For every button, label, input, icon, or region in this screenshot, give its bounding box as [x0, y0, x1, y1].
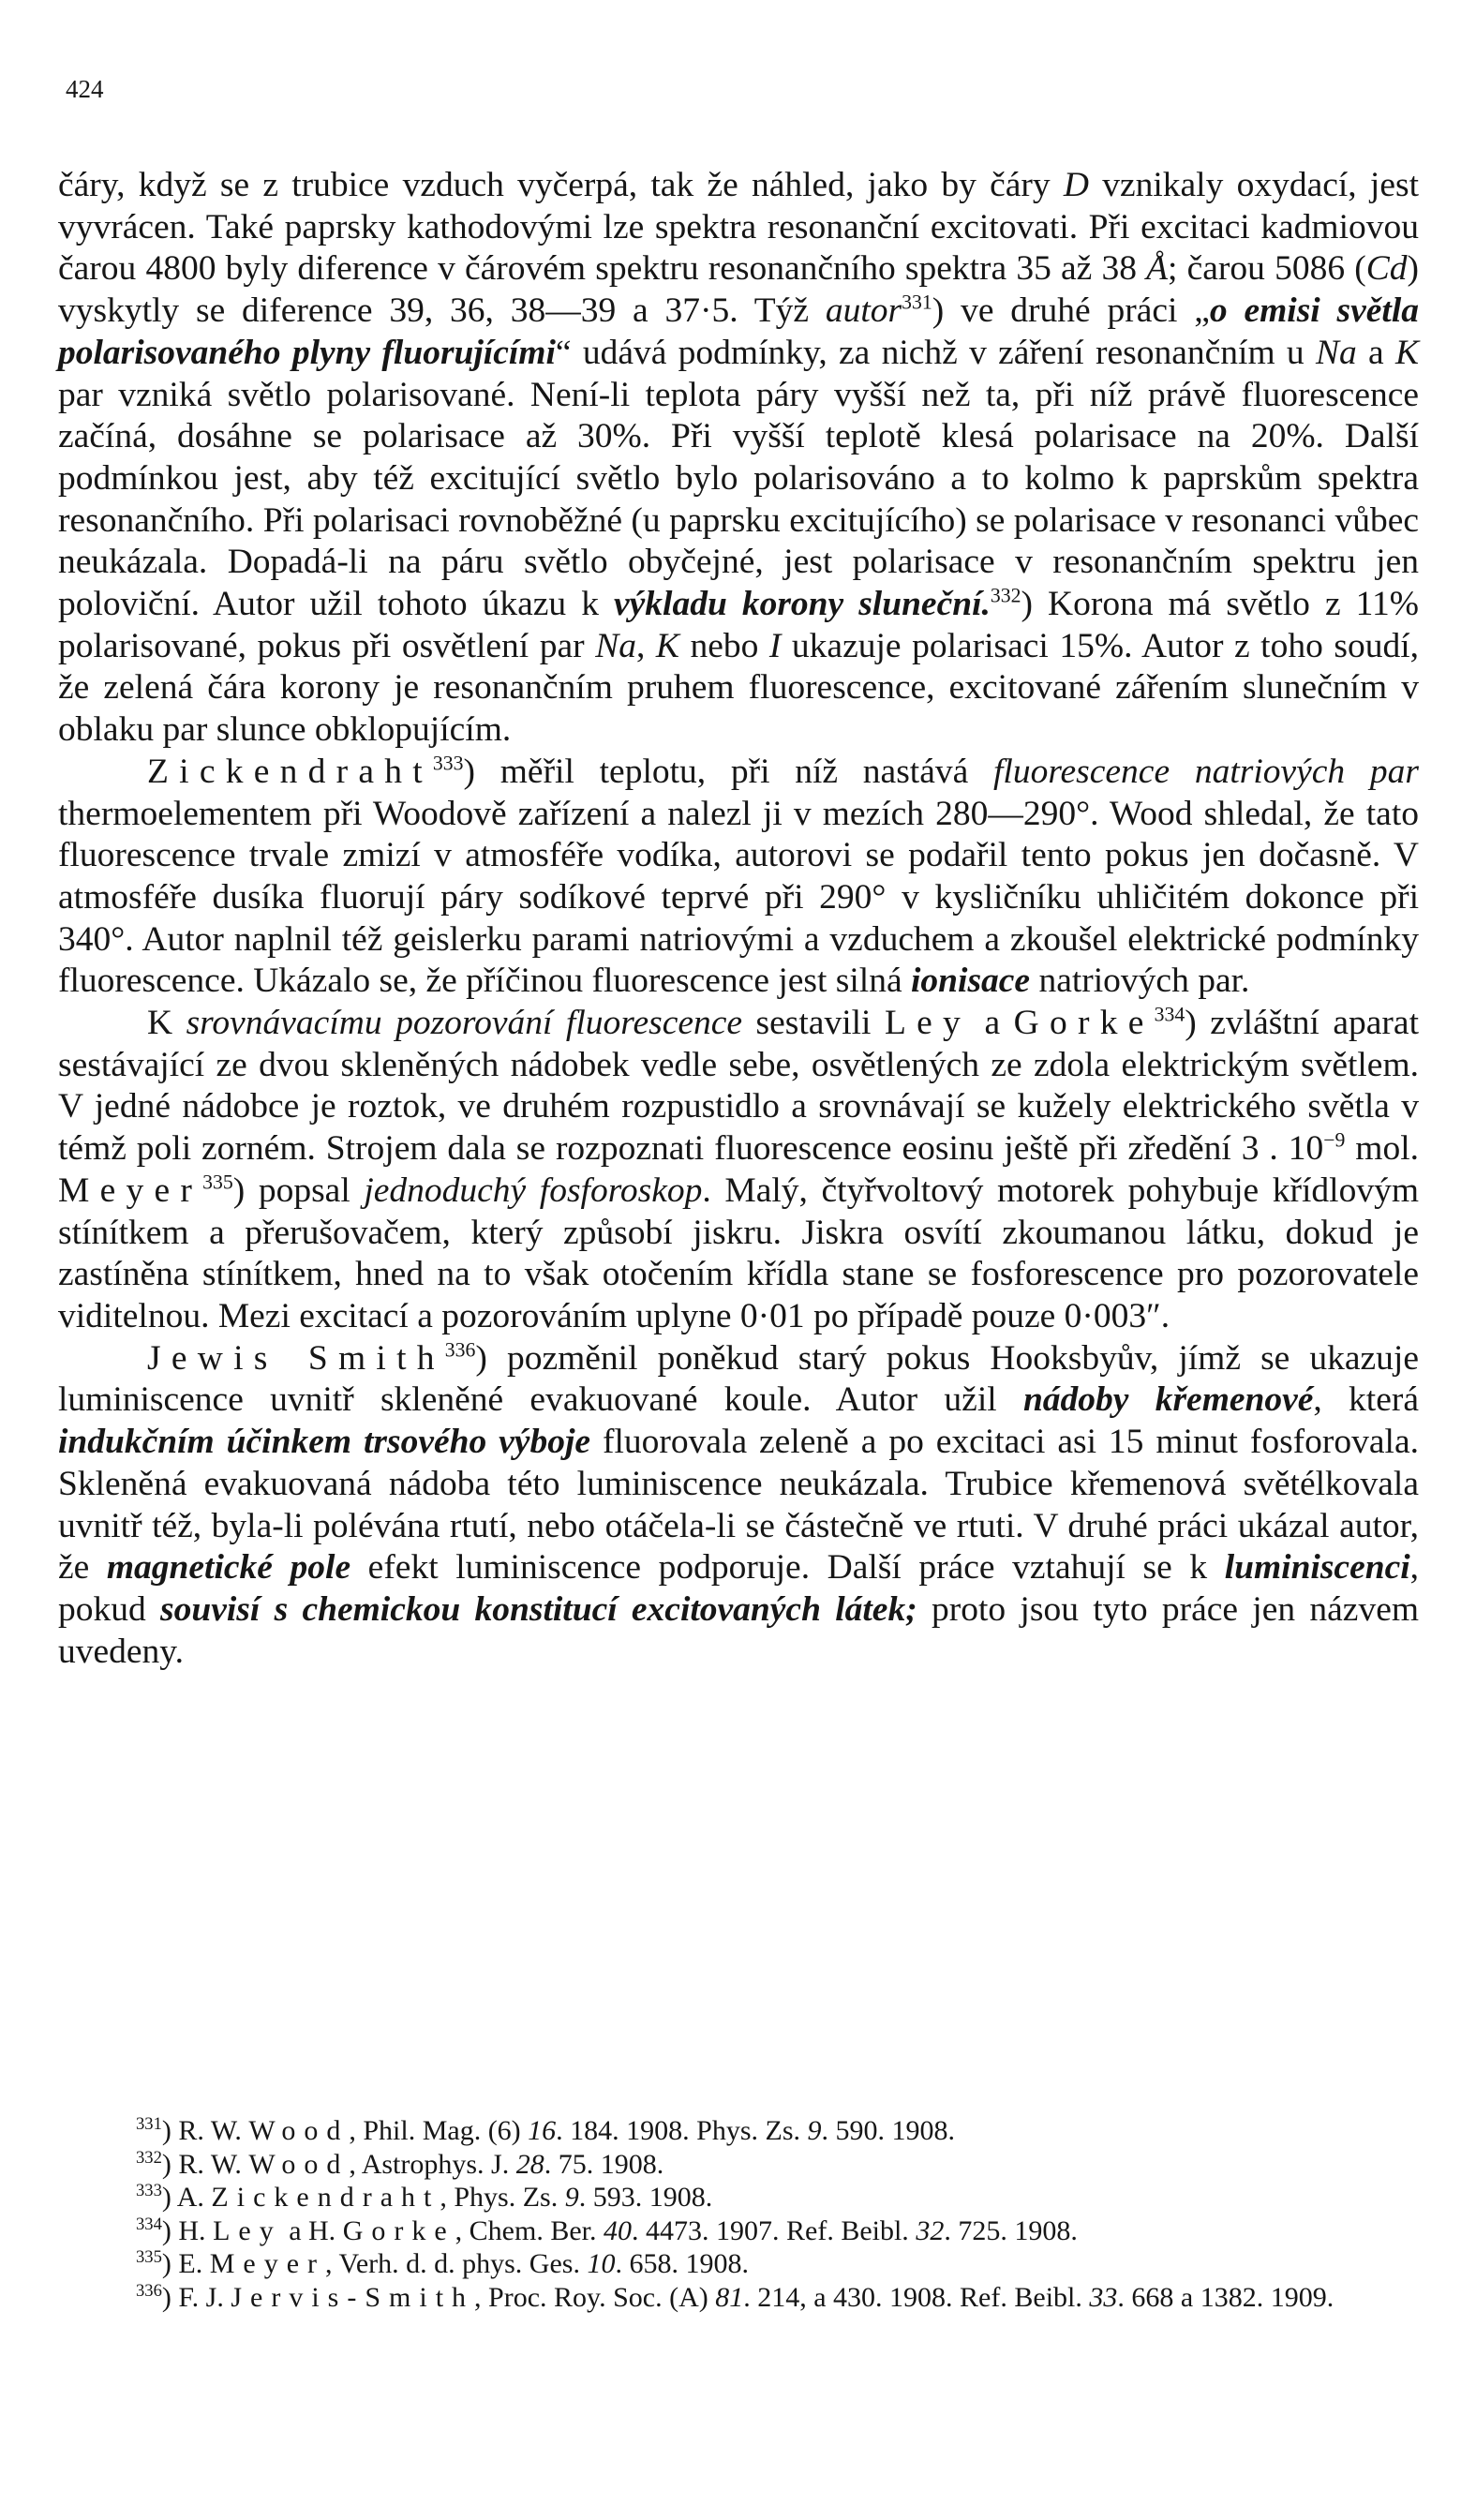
footnote-336: $^{336}$) F. J. Jervis-Smith, Proc. Roy. Soc. (A) 81. 214, a 430. 1908. Ref. Beibl. 33. 668 a 1382. 1909. [136, 2280, 1334, 2313]
footnote-335: $^{335}$) E. Meyer, Verh. d. d. phys. Ges. 10. 658. 1908. [136, 2247, 749, 2279]
paragraph-4: Jewis Smith$^{336}$) pozměnil poněkud starý pokus Hooksbyův, jímž se ukazuje luminiscence uvnitř skleněné evakuované koule. Autor užil nádoby křemenové, která indukčním účinkem trsového výboje fluorovala zeleně a po excitaci asi 15 minut fosforovala. Skleněná evakuovaná nádoba této luminiscence neukázala. Trubice křemenová světélkovala uvnitř též, byla-li polévána rtutí, nebo otáčela-li se částečně ve rtuti. V druhé práci ukázal autor, že magnetické pole efekt luminiscence podporuje. Další práce vztahují se k luminiscenci, pokud souvisí s chemickou konstitucí excitovaných látek; proto jsou tyto práce jen názvem uvedeny. [58, 1338, 1420, 1671]
footnote-331: $^{331}$) R. W. Wood, Phil. Mag. (6) 16. 184. 1908. Phys. Zs. 9. 590. 1908. [136, 2114, 956, 2146]
footnotes [47, 2114, 1406, 2314]
paragraph-3: K srovnávacímu pozorování fluorescence sestavili Ley a Gorke$^{334}$) zvláštní aparat sestávající ze dvou skleněných nádobek vedle sebe, osvětlených ze zdola elektrickým světlem. V jedné nádobce je roztok, ve druhém rozpustidlo a srovnávají se kužely elektrického světla v témž poli zorném. Strojem dala se rozpoznati fluorescence eosinu ještě při zředění 3 . $10^{-9}$ mol. Meyer$^{335}$) popsal jednoduchý fosforoskop. Malý, čtyřvoltový motorek pohybuje křídlovým stínítkem a přerušovačem, který způsobí jiskru. Jiskra osvítí zkoumanou látku, dokud je zastíněna stínítkem, hned na to však otočením křídla stane se fosforescence pro pozorovatele viditelnou. Mezi excitací a pozorováním uplyne 0·01 po případě pouze 0·003″. [58, 1003, 1420, 1335]
page-number: 424 [66, 75, 104, 103]
footnote-334: $^{334}$) H. Ley a H. Gorke, Chem. Ber. 40. 4473. 1907. Ref. Beibl. 32. 725. 1908. [136, 2214, 1078, 2246]
paragraph-2: Zickendraht$^{333}$) měřil teplotu, při níž nastává fluorescence natriových par thermoelementem při Woodově zařízení a nalezl ji v mezích 280—290°. Wood shledal, že tato fluorescence trvale zmizí v atmosféře vodíka, autorovi se podařil tento pokus jen dočasně. V atmosféře dusíka fluorují páry sodíkové teprvé při 290° v kysličníku uhličitém dokonce při 340°. Autor naplnil též geislerku parami natriovými a vzduchem a zkoušel elektrické podmínky fluorescence. Ukázalo se, že příčinou fluorescence jest silná ionisace natriových par. [58, 752, 1419, 1001]
footnote-333: $^{333}$) A. Zickendraht, Phys. Zs. 9. 593. 1908. [136, 2181, 713, 2213]
main-text [58, 165, 1419, 1673]
paragraph-1: čáry, když se z trubice vzduch vyčerpá, tak že náhled, jako by čáry D vznikaly oxydací, jest vyvrácen. Také paprsky kathodovými lze spektra resonanční excitovati. Při excitaci kadmiovou čarou 4800 byly diference v čárovém spektru resonančního spektra 35 až 38 Å; čarou 5086 (Cd) vyskytly se diference 39, 36, 38—39 a 37·5. Týž autor$^{331}$) ve druhé práci „o emisi světla polarisovaného plyny fluorujícími“ udává podmínky, za nichž v záření resonančním u Na a K par vzniká světlo polarisované. Není-li teplota páry vyšší než ta, při níž právě fluorescence začíná, dosáhne se polarisace až 30%. Při vyšší teplotě klesá polarisace na 20%. Další podmínkou jest, aby též excitující světlo bylo polarisováno a to kolmo k paprskům spektra resonančního. Při polarisaci rovnoběžné (u paprsku excitujícího) se polarisace v resonanci vůbec neukázala. Dopadá-li na páru světlo obyčejné, jest polarisace v resonančním spektru jen poloviční. Autor užil tohoto úkazu k výkladu korony sluneční.$^{332}$) Korona má světlo z 11% polarisované, pokus při osvětlení par Na, K nebo I ukazuje polarisaci 15%. Autor z toho soudí, že zelená čára korony je resonančním pruhem fluorescence, excitované zářením slunečním v oblaku par slunce obklopujícím. [58, 166, 1420, 750]
footnote-332: $^{332}$) R. W. Wood, Astrophys. J. 28. 75. 1908. [136, 2147, 664, 2180]
